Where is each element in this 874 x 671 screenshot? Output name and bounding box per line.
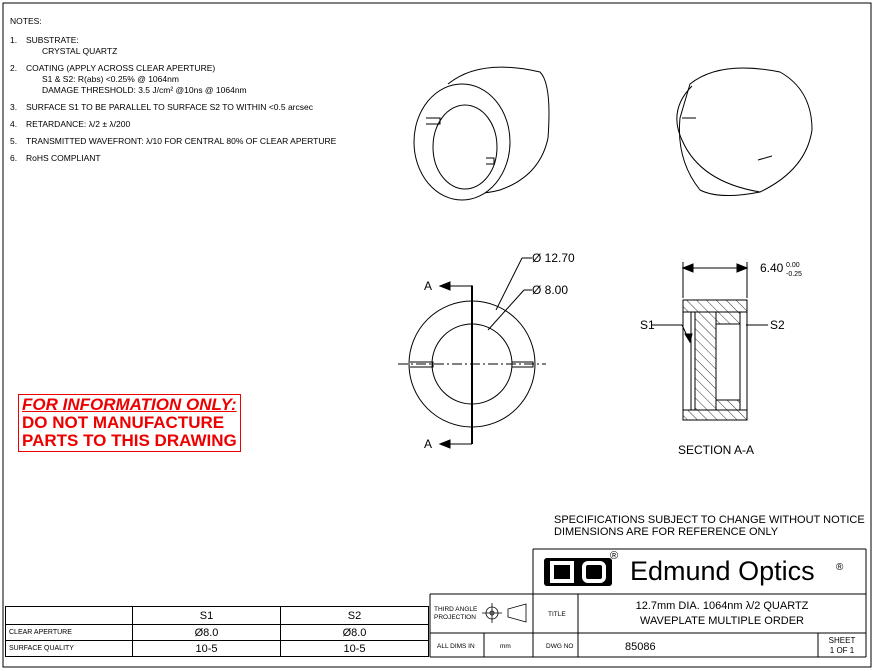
note-text: RoHS COMPLIANT	[26, 153, 101, 163]
section-view-label: SECTION A-A	[678, 443, 755, 457]
title-line-1: 12.7mm DIA. 1064nm λ/2 QUARTZ	[635, 600, 809, 612]
notes-header: NOTES:	[10, 16, 42, 26]
eo-logo-icon	[544, 558, 612, 586]
note-subtext: S1 & S2: R(abs) <0.25% @ 1064nm	[42, 74, 179, 84]
isometric-view-front	[414, 67, 549, 200]
sheet-line-1: SHEET	[828, 636, 856, 645]
surface-table-header-s2: S2	[281, 607, 429, 625]
dim-tol-upper: 0.00	[786, 262, 800, 269]
warning-line-3: PARTS TO THIS DRAWING	[22, 431, 237, 450]
note-text: SUBSTRATE:	[26, 35, 79, 45]
dim-thickness: 6.40	[760, 261, 784, 275]
section-mark-bottom: A	[424, 437, 433, 451]
note-number: 2.	[10, 63, 18, 73]
surface-table-cell: Ø8.0	[133, 625, 281, 641]
note-text: SURFACE S1 TO BE PARALLEL TO SURFACE S2 TO WITHIN <0.5 arcsec	[26, 102, 313, 112]
surface-table-row-label: CLEAR APERTURE	[6, 625, 133, 641]
surface-table	[5, 606, 429, 657]
projection-label: THIRD ANGLE PROJECTION	[434, 606, 478, 621]
dims-label: ALL DIMS IN	[437, 643, 475, 650]
warning-line-1: FOR INFORMATION ONLY:	[22, 395, 237, 414]
logo-registered-mark: ®	[610, 550, 619, 562]
warning-line-2: DO NOT MANUFACTURE	[22, 413, 225, 432]
surface-label-s2: S2	[770, 318, 785, 332]
dim-outer-diameter: Ø 12.70	[532, 251, 575, 265]
note-text: RETARDANCE: λ/2 ± λ/200	[26, 119, 131, 129]
section-mark-top: A	[424, 279, 433, 293]
title-line-2: WAVEPLATE MULTIPLE ORDER	[639, 615, 805, 627]
dwg-label: DWG NO	[546, 643, 574, 650]
sheet-line-2: 1 OF 1	[829, 646, 855, 655]
note-number: 4.	[10, 119, 18, 129]
note-text: TRANSMITTED WAVEFRONT: λ/10 FOR CENTRAL 80% OF CLEAR APERTURE	[26, 136, 337, 146]
surface-table-header-s1: S1	[133, 607, 281, 625]
dims-unit: mm	[500, 643, 511, 650]
dwg-number: 85086	[625, 641, 656, 653]
note-number: 1.	[10, 35, 18, 45]
note-number: 5.	[10, 136, 18, 146]
dim-inner-diameter: Ø 8.00	[532, 283, 569, 297]
surface-table-row-label: SURFACE QUALITY	[6, 641, 133, 657]
logo-text: Edmund Optics	[630, 556, 815, 586]
spec-note-line-1: SPECIFICATIONS SUBJECT TO CHANGE WITHOUT NOTICE	[554, 514, 865, 526]
note-number: 6.	[10, 153, 18, 163]
surface-table-cell: Ø8.0	[281, 625, 429, 641]
front-view	[398, 258, 546, 448]
isometric-view-back	[677, 68, 812, 196]
section-view	[652, 262, 768, 420]
note-subtext: DAMAGE THRESHOLD: 3.5 J/cm² @10ns @ 1064nm	[42, 85, 247, 95]
third-angle-projection-symbol	[482, 603, 526, 623]
note-number: 3.	[10, 102, 18, 112]
surface-table-cell: 10-5	[281, 641, 429, 657]
logo-registered-mark-2: ®	[836, 562, 844, 573]
spec-note-line-2: DIMENSIONS ARE FOR REFERENCE ONLY	[554, 526, 779, 538]
note-text: COATING (APPLY ACROSS CLEAR APERTURE)	[26, 63, 216, 73]
spec-note	[554, 514, 865, 538]
surface-label-s1: S1	[640, 318, 655, 332]
surface-table-cell: 10-5	[133, 641, 281, 657]
surface-table-header-blank	[6, 607, 133, 625]
title-label: TITLE	[548, 611, 566, 618]
dim-tol-lower: -0.25	[786, 271, 802, 278]
note-subtext: CRYSTAL QUARTZ	[42, 46, 118, 56]
edmund-optics-logo	[538, 550, 865, 594]
